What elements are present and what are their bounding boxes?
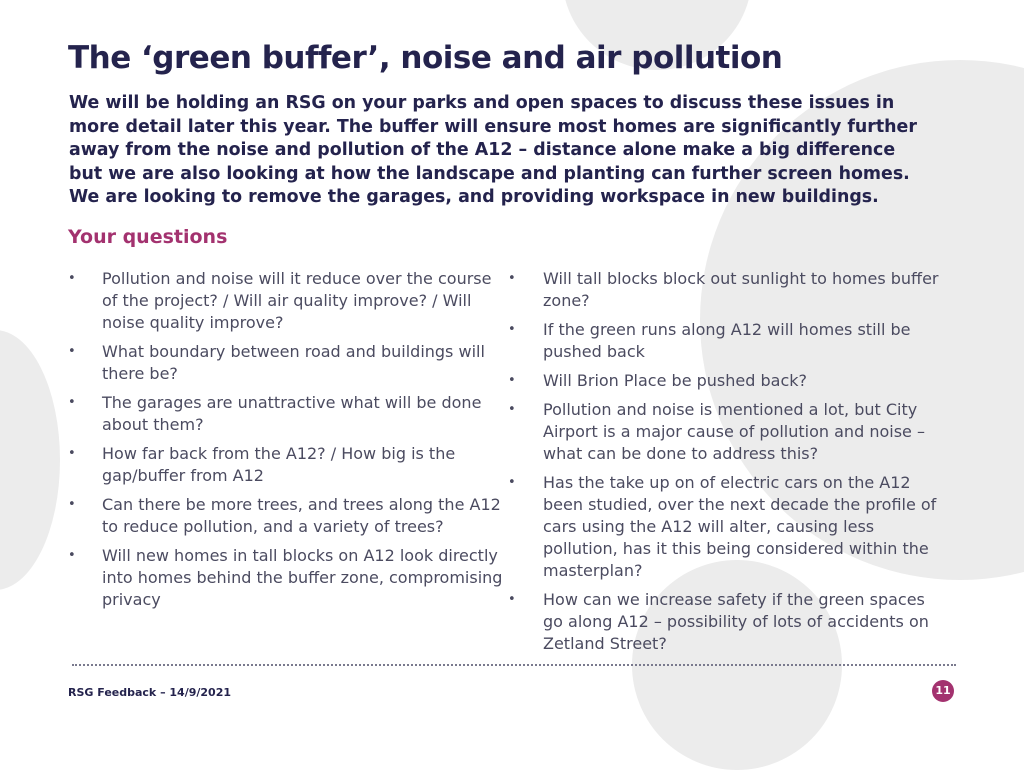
- questions-list-left: [68, 268, 504, 618]
- decorative-circle-left: [0, 330, 60, 590]
- question-text: The garages are unattractive what will be done about them?: [102, 393, 482, 434]
- list-item: [508, 370, 948, 392]
- footer-label: RSG Feedback – 14/9/2021: [68, 686, 232, 699]
- question-text: If the green runs along A12 will homes still be pushed back: [543, 320, 911, 361]
- section-heading: Your questions: [68, 226, 228, 248]
- bullet-icon: •: [508, 402, 516, 417]
- question-text: How far back from the A12? / How big is the gap/buffer from A12: [102, 444, 456, 485]
- bullet-icon: •: [508, 475, 516, 490]
- list-item: [68, 494, 504, 538]
- list-item: [508, 589, 948, 655]
- bullet-icon: •: [68, 395, 76, 410]
- question-text: Will new homes in tall blocks on A12 look directly into homes behind the buffer zone, compromising privacy: [102, 546, 503, 609]
- question-text: Can there be more trees, and trees along the A12 to reduce pollution, and a variety of trees?: [102, 495, 501, 536]
- question-text: Pollution and noise will it reduce over the course of the project? / Will air quality improve? / Will noise quality improve?: [102, 269, 492, 332]
- list-item: [508, 399, 948, 465]
- list-item: [508, 268, 948, 312]
- list-item: [508, 319, 948, 363]
- questions-list-right: [508, 268, 948, 662]
- question-text: How can we increase safety if the green spaces go along A12 – possibility of lots of accidents on Zetland Street?: [543, 590, 929, 653]
- bullet-icon: •: [508, 373, 516, 388]
- list-item: [68, 443, 504, 487]
- question-text: Will tall blocks block out sunlight to homes buffer zone?: [543, 269, 939, 310]
- bullet-icon: •: [68, 548, 76, 563]
- bullet-icon: •: [508, 271, 516, 286]
- bullet-icon: •: [68, 271, 76, 286]
- list-item: [68, 268, 504, 334]
- list-item: [68, 392, 504, 436]
- list-item: [68, 545, 504, 611]
- list-item: [508, 472, 948, 582]
- question-text: Has the take up on of electric cars on the A12 been studied, over the next decade the profile of cars using the A12 will alter, causing less pollution, has it this being considered within the masterplan?: [543, 473, 937, 580]
- bullet-icon: •: [68, 344, 76, 359]
- question-text: What boundary between road and buildings will there be?: [102, 342, 485, 383]
- bullet-icon: •: [68, 446, 76, 461]
- intro-paragraph: We will be holding an RSG on your parks and open spaces to discuss these issues in more detail later this year. The buffer will ensure most homes are significantly further away from the noise and pollution of the A12 – distance alone make a big difference but we are also looking at how the landscape and planting can further screen homes. We are looking to remove the garages, and providing workspace in new buildings.: [69, 93, 917, 207]
- list-item: [68, 341, 504, 385]
- bullet-icon: •: [508, 322, 516, 337]
- bullet-icon: •: [508, 592, 516, 607]
- footer-divider: [72, 664, 956, 666]
- question-text: Pollution and noise is mentioned a lot, but City Airport is a major cause of pollution and noise – what can be done to address this?: [543, 400, 925, 463]
- page-number-badge: 11: [932, 680, 954, 702]
- bullet-icon: •: [68, 497, 76, 512]
- question-text: Will Brion Place be pushed back?: [543, 371, 807, 390]
- page-title: The ‘green buffer’, noise and air pollution: [68, 40, 783, 76]
